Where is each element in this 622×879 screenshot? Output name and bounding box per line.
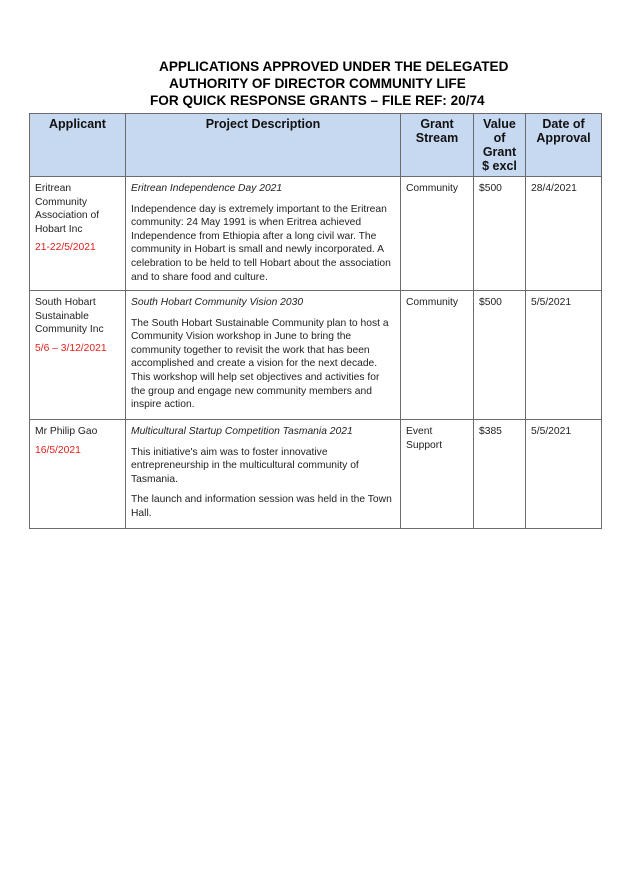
project-cell	[126, 177, 401, 291]
approval-date-cell: 5/5/2021	[526, 291, 602, 420]
event-dates: 21-22/5/2021	[35, 242, 96, 254]
applicant-cell	[30, 177, 126, 291]
grant-value-cell: $500	[474, 177, 526, 291]
project-paragraph: Independence day is extremely important to the Eritrean community: 24 May 1991 is when Eritrea achieved Independence from Ethiopia after a long civil war. The community in Hobart is small and newly incorporated. A celebration to be held to tell Hobart about the association and to share food and culture.	[131, 203, 391, 283]
project-title: Eritrean Independence Day 2021	[131, 183, 283, 194]
table-row	[30, 177, 602, 291]
table-row	[30, 420, 602, 529]
applicant-name: South Hobart Sustainable Community Inc	[35, 297, 104, 336]
grant-stream-cell: Event Support	[401, 420, 474, 529]
applicant-name: Mr Philip Gao	[35, 426, 98, 437]
title-line-3: FOR QUICK RESPONSE GRANTS – FILE REF: 20/74	[150, 93, 485, 108]
grant-value-cell: $500	[474, 291, 526, 420]
table-row	[30, 291, 602, 420]
project-cell	[126, 291, 401, 420]
grant-stream-cell: Community	[401, 291, 474, 420]
applicant-name: Eritrean Community Association of Hobart Inc	[35, 183, 100, 235]
project-paragraph: This initiative's aim was to foster innovative entrepreneurship in the multicultural community of Tasmania.	[131, 446, 359, 485]
event-dates: 16/5/2021	[35, 444, 81, 456]
table-header-row	[30, 114, 602, 177]
title-line-2: AUTHORITY OF DIRECTOR COMMUNITY LIFE	[169, 76, 466, 91]
project-title: Multicultural Startup Competition Tasmania 2021	[131, 426, 353, 437]
approval-date-cell: 5/5/2021	[526, 420, 602, 529]
header-grant-stream: Grant Stream	[401, 114, 474, 177]
grant-value-cell: $385	[474, 420, 526, 529]
header-project-description: Project Description	[126, 114, 401, 177]
project-paragraph: The South Hobart Sustainable Community plan to host a Community Vision workshop in June to bring the community together to revisit the work that has been accomplished and create a vision for the next decade. This workshop will help set objectives and activities for the group and engage new community members and inspire action.	[131, 317, 389, 411]
document-title	[0, 58, 622, 109]
header-date-of-approval: Date of Approval	[526, 114, 602, 177]
project-title: South Hobart Community Vision 2030	[131, 297, 304, 308]
title-line-1: APPLICATIONS APPROVED UNDER THE DELEGATED	[159, 59, 509, 74]
header-applicant: Applicant	[30, 114, 126, 177]
event-dates: 5/6 – 3/12/2021	[35, 342, 107, 354]
grants-table	[29, 113, 602, 529]
project-paragraph: The launch and information session was held in the Town Hall.	[131, 494, 392, 519]
applicant-cell	[30, 291, 126, 420]
approval-date-cell: 28/4/2021	[526, 177, 602, 291]
project-cell	[126, 420, 401, 529]
header-value-of-grant: Value of Grant $ excl	[474, 114, 526, 177]
applicant-cell	[30, 420, 126, 529]
grant-stream-cell: Community	[401, 177, 474, 291]
